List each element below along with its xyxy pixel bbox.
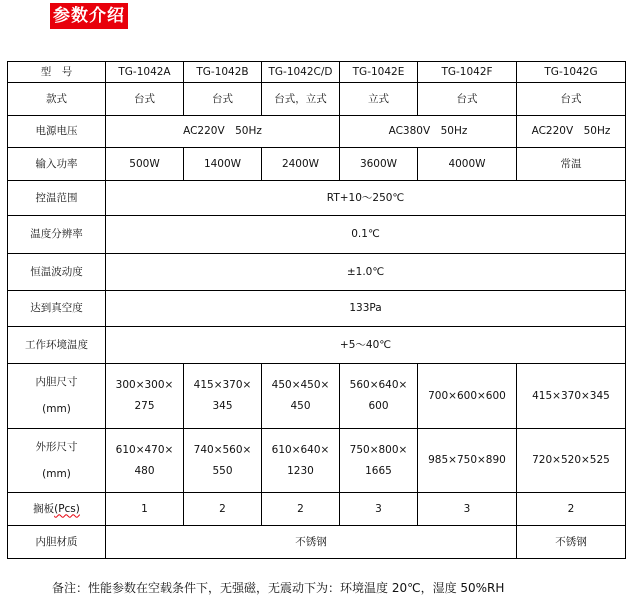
inner-size-e: 560×640× 600 — [340, 364, 418, 429]
table-row-style — [8, 83, 626, 116]
inner-size-label: 内胆尺寸 — [35, 376, 78, 388]
temp-fluctuation-value: ±1.0℃ — [106, 254, 626, 291]
shelves-label: 搁板 — [33, 502, 55, 515]
outer-size-a: 610×470× 480 — [106, 429, 184, 493]
table-row-vacuum — [8, 291, 626, 327]
spec-table — [7, 61, 626, 559]
outer-size-b: 740×560× 550 — [184, 429, 262, 493]
label-temp-fluctuation: 恒温波动度 — [8, 254, 106, 291]
outer-size-e: 750×800× 1665 — [340, 429, 418, 493]
power-supply-g: AC220V 50Hz — [517, 116, 626, 148]
model-f: TG-1042F — [418, 62, 517, 83]
input-power-cd: 2400W — [262, 148, 340, 181]
style-cd: 台式，立式 — [262, 83, 340, 116]
ambient-value: +5～40℃ — [106, 327, 626, 364]
power-supply-abcd: AC220V 50Hz — [106, 116, 340, 148]
shelves-f: 3 — [418, 493, 517, 526]
label-temp-range: 控温范围 — [8, 181, 106, 216]
style-g: 台式 — [517, 83, 626, 116]
table-row-power-supply — [8, 116, 626, 148]
table-row-shelves — [8, 493, 626, 526]
model-e: TG-1042E — [340, 62, 418, 83]
label-shelves — [8, 493, 106, 526]
shelves-unit: (Pcs) — [54, 502, 80, 515]
table-row-temp-range — [8, 181, 626, 216]
label-inner-size — [8, 364, 106, 429]
inner-size-cd: 450×450× 450 — [262, 364, 340, 429]
table-row-inner-material — [8, 526, 626, 559]
label-input-power: 输入功率 — [8, 148, 106, 181]
inner-size-a: 300×300× 275 — [106, 364, 184, 429]
label-inner-material: 内胆材质 — [8, 526, 106, 559]
inner-size-g: 415×370×345 — [517, 364, 626, 429]
label-power-supply: 电源电压 — [8, 116, 106, 148]
vacuum-value: 133Pa — [106, 291, 626, 327]
inner-material-g: 不锈钢 — [517, 526, 626, 559]
inner-size-b: 415×370× 345 — [184, 364, 262, 429]
footnote: 备注：性能参数在空载条件下，无强磁，无震动下为：环境温度 20℃，湿度 50%RH — [52, 581, 505, 595]
label-temp-resolution: 温度分辨率 — [8, 216, 106, 254]
input-power-e: 3600W — [340, 148, 418, 181]
shelves-g: 2 — [517, 493, 626, 526]
input-power-b: 1400W — [184, 148, 262, 181]
label-outer-size — [8, 429, 106, 493]
model-g: TG-1042G — [517, 62, 626, 83]
shelves-e: 3 — [340, 493, 418, 526]
style-b: 台式 — [184, 83, 262, 116]
model-b: TG-1042B — [184, 62, 262, 83]
power-supply-ef: AC380V 50Hz — [340, 116, 517, 148]
table-row-input-power — [8, 148, 626, 181]
label-ambient: 工作环境温度 — [8, 327, 106, 364]
inner-size-f: 700×600×600 — [418, 364, 517, 429]
model-a: TG-1042A — [106, 62, 184, 83]
outer-size-g: 720×520×525 — [517, 429, 626, 493]
shelves-b: 2 — [184, 493, 262, 526]
temp-range-value: RT+10～250℃ — [106, 181, 626, 216]
inner-material-abcdef: 不锈钢 — [106, 526, 517, 559]
style-a: 台式 — [106, 83, 184, 116]
table-row-ambient — [8, 327, 626, 364]
table-row-inner-size — [8, 364, 626, 429]
label-vacuum: 达到真空度 — [8, 291, 106, 327]
outer-size-label: 外形尺寸 — [35, 440, 78, 453]
temp-resolution-value: 0.1℃ — [106, 216, 626, 254]
section-title: 参数介绍 — [50, 3, 128, 29]
table-row-temp-resolution — [8, 216, 626, 254]
table-row-model — [8, 62, 626, 83]
style-f: 台式 — [418, 83, 517, 116]
table-row-outer-size — [8, 429, 626, 493]
style-e: 立式 — [340, 83, 418, 116]
shelves-a: 1 — [106, 493, 184, 526]
label-model: 型 号 — [8, 62, 106, 83]
label-style: 款式 — [8, 83, 106, 116]
input-power-g: 常温 — [517, 148, 626, 181]
shelves-cd: 2 — [262, 493, 340, 526]
input-power-f: 4000W — [418, 148, 517, 181]
model-cd: TG-1042C/D — [262, 62, 340, 83]
outer-size-f: 985×750×890 — [418, 429, 517, 493]
outer-size-cd: 610×640× 1230 — [262, 429, 340, 493]
table-row-temp-fluctuation — [8, 254, 626, 291]
inner-size-unit: (mm) — [42, 403, 71, 415]
outer-size-unit: (mm) — [42, 467, 71, 480]
input-power-a: 500W — [106, 148, 184, 181]
